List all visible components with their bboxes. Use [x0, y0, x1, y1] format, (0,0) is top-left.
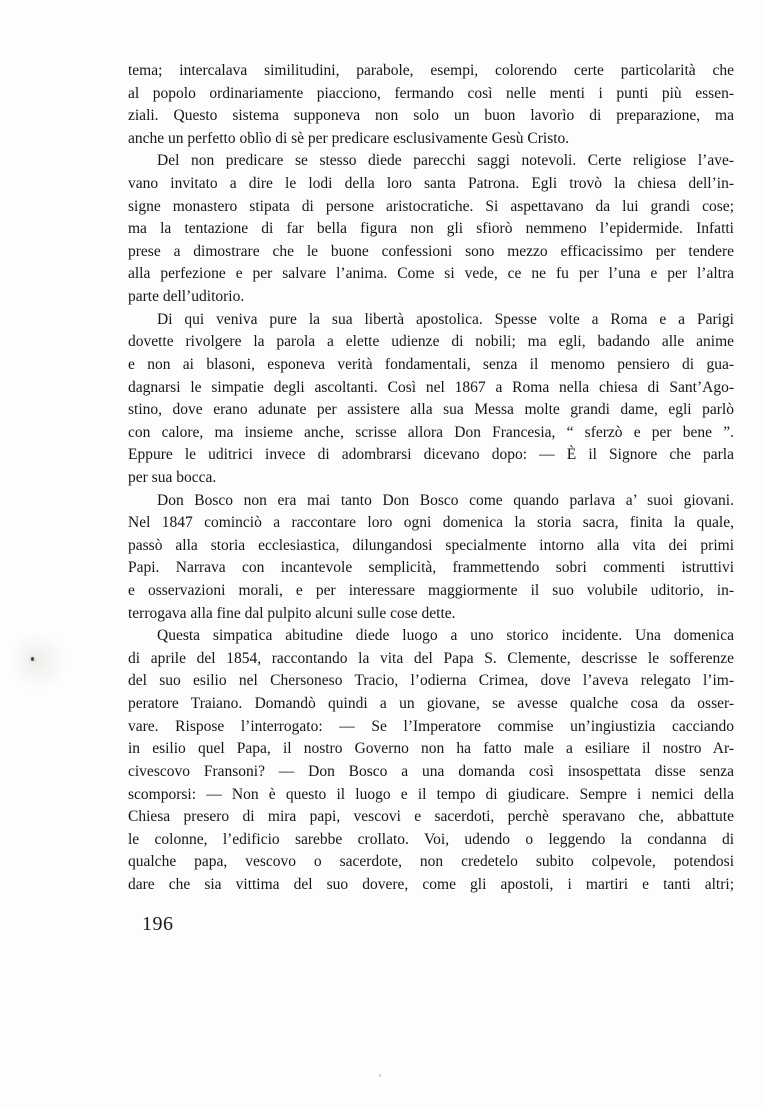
scan-smudge [8, 632, 68, 690]
text-line: le colonne, l’edificio sarebbe crollato. Voi, udendo o leggendo la condanna di [128, 830, 734, 848]
text-line: peratore Traiano. Domandò quindi a un giovane, se avesse qualche cosa da osser- [128, 695, 734, 713]
text-line: Eppure le uditrici invece di adombrarsi dicevano dopo: — È il Signore che parla [128, 446, 734, 464]
paragraph [128, 150, 734, 308]
text-line: terrogava alla fine dal pulpito alcuni sulle cose dette. [128, 604, 456, 622]
text-line: civescovo Fransoni? — Don Bosco a una domanda così insospettata disse senza [128, 762, 734, 780]
text-line: in esilio quel Papa, il nostro Governo non ha fatto male a esiliare il nostro Ar- [128, 740, 734, 758]
scan-speck [31, 657, 34, 661]
text-line: e osservazioni morali, e per interessare maggiormente il suo volubile uditorio, in- [128, 582, 734, 600]
text-line: passò alla storia ecclesiastica, dilungandosi specialmente intorno alla vita dei primi [128, 536, 734, 554]
text-line: anche un perfetto oblìo di sè per predicare esclusivamente Gesù Cristo. [128, 129, 570, 147]
paragraph [128, 309, 734, 490]
text-line: Di qui veniva pure la sua libertà apostolica. Spesse volte a Roma e a Parigi [157, 310, 734, 328]
text-line: Questa simpatica abitudine diede luogo a uno storico incidente. Una domenica [157, 627, 734, 645]
text-line: ziali. Questo sistema supponeva non solo un buon lavorìo di preparazione, ma [128, 107, 734, 125]
text-line: Chiesa presero di mira papi, vescovi e sacerdoti, perchè speravano che, abbattute [128, 808, 734, 826]
paragraph [128, 625, 734, 896]
text-line: del suo esilio nel Chersoneso Tracio, l’odierna Crimea, dove l’aveva relegato l’im- [128, 672, 734, 690]
text-line: di aprile del 1854, raccontando la vita del Papa S. Clemente, descrisse le sofferenze [128, 649, 734, 667]
text-line: vare. Rispose l’interrogato: — Se l’Imperatore commise un’ingiustizia cacciando [128, 717, 734, 735]
text-line: Don Bosco non era mai tanto Don Bosco come quando parlava a’ suoi giovani. [157, 491, 734, 509]
text-line: tema; intercalava similitudini, parabole, esempi, colorendo certe particolarità che [128, 62, 734, 79]
text-line: con calore, ma insieme anche, scrisse allora Don Francesia, “ sferzò e per bene ”. [128, 423, 734, 441]
text-line: scomporsi: — Non è questo il luogo e il tempo di giudicare. Sempre i nemici della [128, 785, 734, 803]
text-line: dagnarsi le simpatie degli ascoltanti. Così nel 1867 a Roma nella chiesa di Sant’Ago- [128, 378, 734, 396]
text-line: Del non predicare se stesso diede parecchi saggi notevoli. Certe religiose l’ave- [157, 152, 734, 170]
paragraph [128, 490, 734, 626]
text-line: per sua bocca. [128, 468, 217, 486]
text-line: signe monastero stipata di persone aristocratiche. Si aspettavano da lui grandi cose; [128, 197, 734, 215]
text-line: ma la tentazione di far bella figura non gli sfiorò nemmeno l’epidermide. Infatti [128, 220, 734, 238]
text-line: e non ai blasoni, esponeva verità fondamentali, senza il menomo pensiero di gua- [128, 355, 734, 373]
paragraph [128, 60, 734, 150]
text-line: dare che sia vittima del suo dovere, come gli apostoli, i martiri e tanti altri; [128, 875, 734, 893]
text-line: stino, dove erano adunate per assistere alla sua Messa molte grandi dame, egli parlò [128, 401, 734, 419]
text-line: dovette rivolgere la parola a elette udienze di nobili; ma egli, badando alle anime [128, 333, 734, 351]
text-line: al popolo ordinariamente piacciono, fermando così nelle menti i punti più essen- [128, 84, 734, 102]
scan-speck-faint [379, 1074, 381, 1077]
text-line: qualche papa, vescovo o sacerdote, non credetelo subito colpevole, potendosi [128, 853, 734, 871]
text-line: alla perfezione e per salvare l’anima. Come si vede, ce ne fu per l’una e per l’altra [128, 265, 734, 283]
text-line: vano invitato a dire le lodi della loro santa Patrona. Egli trovò la chiesa dell’in- [128, 175, 734, 193]
page-number: 196 [142, 913, 174, 935]
text-line: prese a dimostrare che le buone confessioni sono mezzo efficacissimo per tendere [128, 242, 734, 260]
text-line: Papi. Narrava con incantevole semplicità, frammettendo sobri commenti istruttivi [128, 559, 734, 577]
text-line: parte dell’uditorio. [128, 288, 245, 306]
body-text-block [128, 60, 734, 897]
text-line: Nel 1847 cominciò a raccontare loro ogni domenica la storia sacra, finita la quale, [128, 514, 734, 532]
